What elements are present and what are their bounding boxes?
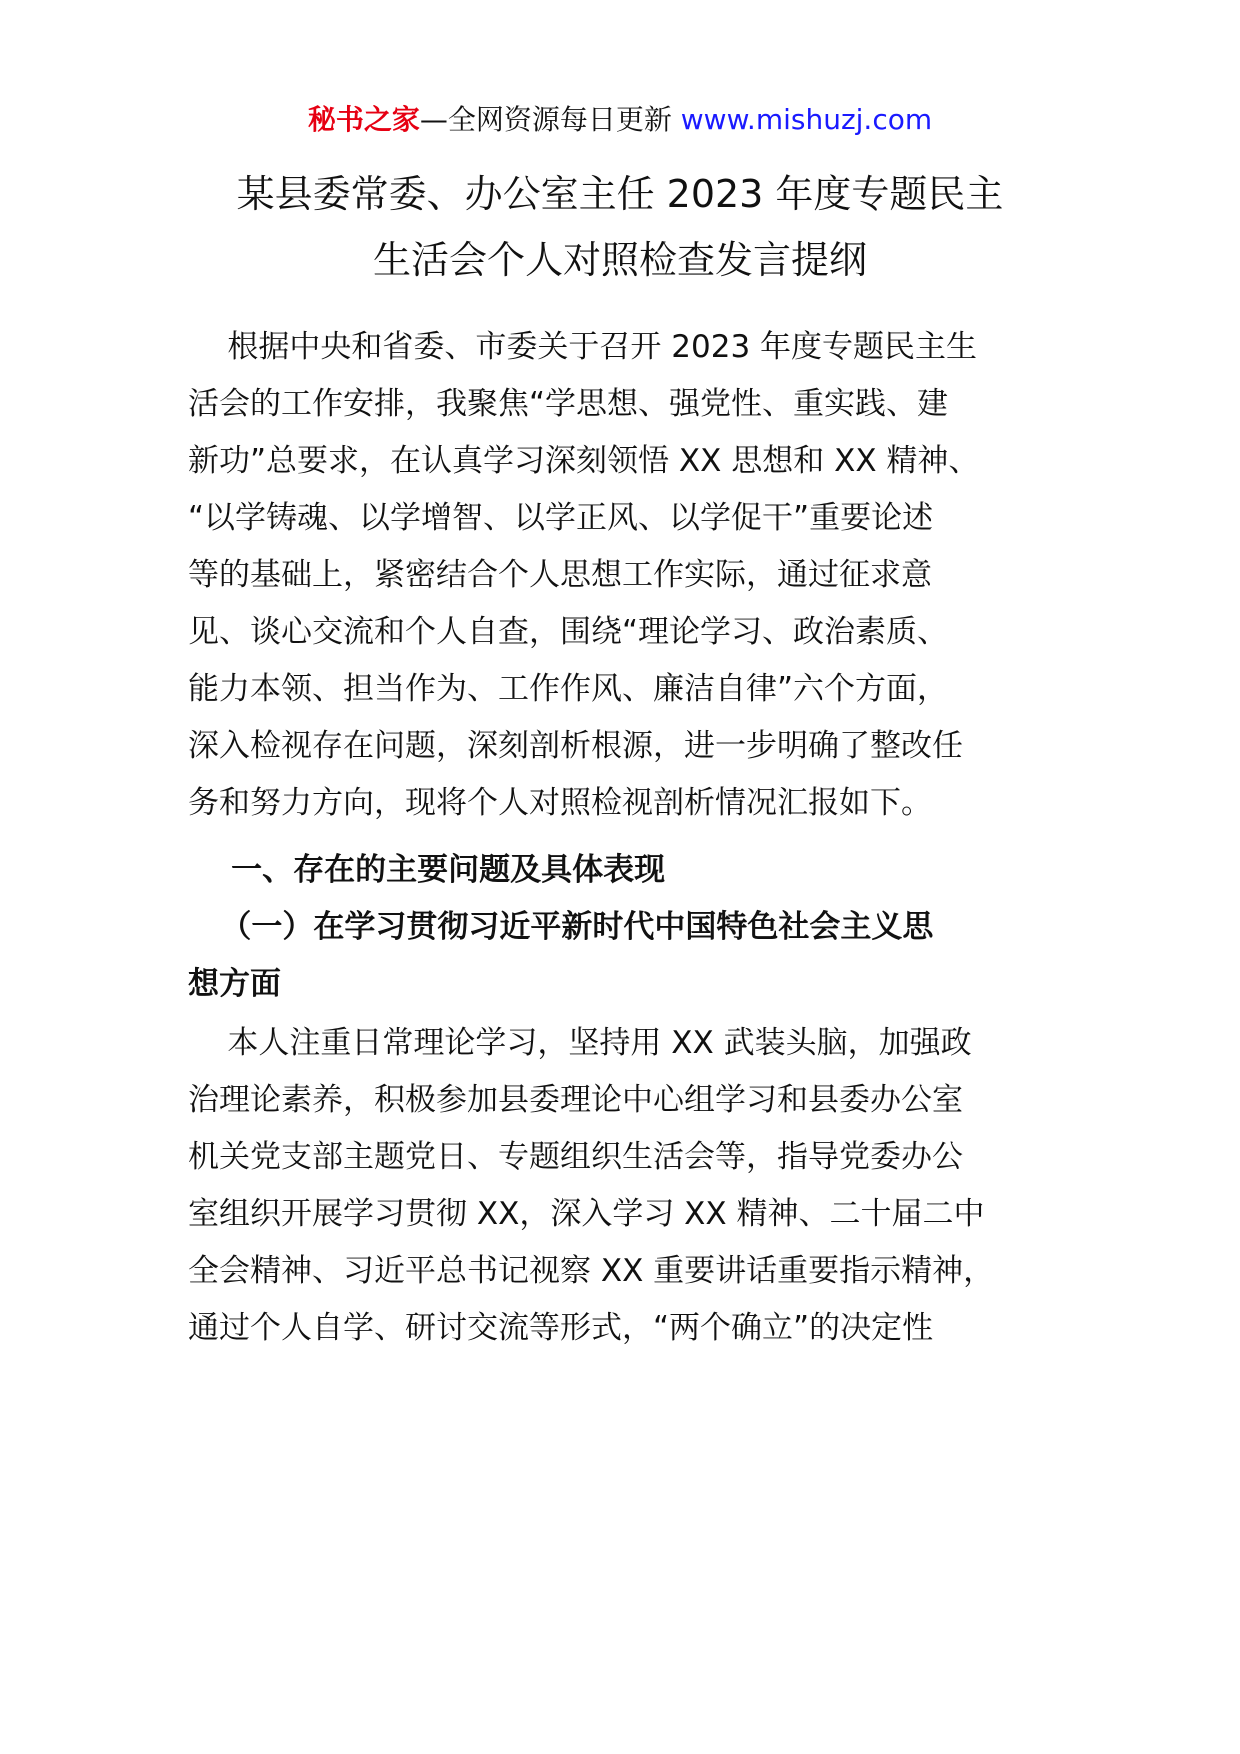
document-title-line-1: 某县委常委、办公室主任 2023 年度专题民主 <box>236 172 1004 216</box>
intro-line: 根据中央和省委、市委关于召开 2023 年度专题民主生 <box>188 329 978 365</box>
subsection-heading-line-2: 想方面 <box>188 966 281 1002</box>
intro-line: 新功”总要求，在认真学习深刻领悟 XX 思想和 XX 精神、 <box>188 443 980 479</box>
paragraph-line: 治理论素养，积极参加县委理论中心组学习和县委办公室 <box>188 1082 963 1118</box>
intro-line: 务和努力方向，现将个人对照检视剖析情况汇报如下。 <box>188 785 932 821</box>
subsection-heading-line-1: （一）在学习贯彻习近平新时代中国特色社会主义思 <box>188 909 934 945</box>
intro-line: 等的基础上，紧密结合个人思想工作实际，通过征求意 <box>188 557 932 593</box>
header-slogan: —全网资源每日更新 <box>419 103 681 136</box>
brand-name: 秘书之家 <box>307 103 420 136</box>
intro-line: 活会的工作安排，我聚焦“学思想、强党性、重实践、建 <box>188 386 949 422</box>
intro-line: 深入检视存在问题，深刻剖析根源，进一步明确了整改任 <box>188 728 963 764</box>
paragraph-line: 通过个人自学、研讨交流等形式，“两个确立”的决定性 <box>188 1310 934 1346</box>
intro-line: 见、谈心交流和个人自查，围绕“理论学习、政治素质、 <box>188 614 949 650</box>
intro-line: 能力本领、担当作为、工作作风、廉洁自律”六个方面， <box>188 671 949 707</box>
site-url-link[interactable]: www.mishuzj.com <box>680 103 933 136</box>
paragraph-line: 机关党支部主题党日、专题组织生活会等，指导党委办公 <box>188 1139 963 1175</box>
watermark-header <box>0 100 1240 140</box>
intro-line: “以学铸魂、以学增智、以学正风、以学促干”重要论述 <box>188 500 934 536</box>
document-title-line-2: 生活会个人对照检查发言提纲 <box>372 238 867 282</box>
paragraph-line: 本人注重日常理论学习，坚持用 XX 武装头脑，加强政 <box>188 1025 972 1061</box>
section-heading: 一、存在的主要问题及具体表现 <box>188 852 666 888</box>
paragraph-line: 全会精神、习近平总书记视察 XX 重要讲话重要指示精神， <box>188 1253 995 1289</box>
paragraph-line: 室组织开展学习贯彻 XX，深入学习 XX 精神、二十届二中 <box>188 1196 985 1232</box>
